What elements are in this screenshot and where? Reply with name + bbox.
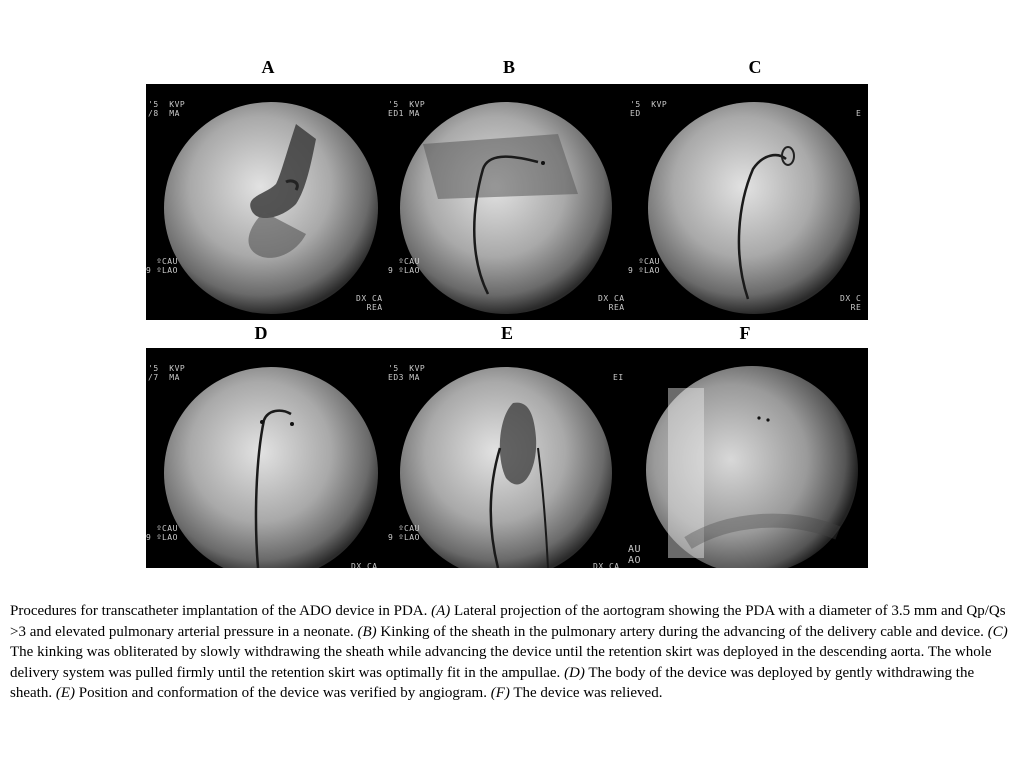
overlay-c-bottom-left: ºCAU 9 ºLAO <box>628 257 660 275</box>
angiogram-panel-e <box>388 348 628 568</box>
caption-tag-b: (B) <box>357 623 377 640</box>
overlay-a-bottom-right: DX CA REA <box>356 294 383 312</box>
panel-label-b: B <box>502 57 515 77</box>
overlay-e-bottom-left: ºCAU 9 ºLAO <box>388 524 420 542</box>
panel-label-c: C <box>748 57 762 77</box>
overlay-b-top-left: '5 KVP ED1 MA <box>388 100 426 118</box>
panel-label-d: D <box>254 323 268 343</box>
figure-caption <box>10 601 1010 704</box>
caption-tag-e: (E) <box>55 685 75 701</box>
angiogram-panel-c <box>628 84 868 320</box>
overlay-d-bottom-left: ºCAU 9 ºLAO <box>146 524 178 542</box>
overlay-c-top-left: '5 KVP ED <box>630 100 668 118</box>
figure-top-row <box>146 84 868 320</box>
caption-text-d: The body of the device was deployed by gently withdrawing the sheath. <box>10 664 975 701</box>
caption-text-a: Lateral projection of the aortogram showing the PDA with a diameter of 3.5 mm and Qp/Qs >3 and elevated pulmonary arterial pressure in a neonate. <box>10 603 1006 640</box>
overlay-d-bottom: DX CA <box>351 562 378 568</box>
caption-text-f: The device was relieved. <box>509 685 663 701</box>
overlay-a-top-left: '5 KVP /8 MA <box>148 100 186 118</box>
overlay-e-top-left: '5 KVP ED3 MA <box>388 364 426 382</box>
panel-label-a: A <box>261 57 275 77</box>
caption-tag-f: (F) <box>490 685 510 701</box>
caption-text-e: Position and conformation of the device was verified by angiogram. <box>74 685 491 701</box>
panel-label-f: F <box>739 323 751 343</box>
overlay-a-bottom-left: ºCAU 9 ºLAO <box>146 257 178 275</box>
overlay-b-bottom-left: ºCAU 9 ºLAO <box>388 257 420 275</box>
angiogram-panel-d <box>146 348 388 568</box>
caption-tag-a: (A) <box>431 603 451 619</box>
caption-text-b: Kinking of the sheath in the pulmonary artery during the advancing of the delivery cable and device. <box>376 623 988 640</box>
overlay-e-bottom: DX CA <box>593 562 620 568</box>
angiogram-panel-f <box>628 348 868 568</box>
angiogram-panel-a <box>146 84 388 320</box>
caption-tag-d: (D) <box>564 664 585 681</box>
overlay-b-bottom-right: DX CA REA <box>598 294 625 312</box>
caption-text-c: The kinking was obliterated by slowly withdrawing the sheath while advancing the device until the retention skirt was deployed in the descending aorta. The whole delivery system was pulled firmly until the retention skirt was optimally fit in the ampullae. <box>10 644 992 681</box>
angiogram-panel-b <box>388 84 628 320</box>
overlay-e-top-right: EI <box>613 373 624 382</box>
overlay-d-top-left: '5 KVP /7 MA <box>148 364 186 382</box>
overlay-c-bottom-right: DX C RE <box>840 294 862 312</box>
figure-bottom-row <box>146 348 868 568</box>
overlay-f-bottom-right: AU AO <box>628 544 642 566</box>
caption-intro: Procedures for transcatheter implantation of the ADO device in PDA. <box>10 603 432 619</box>
caption-tag-c: (C) <box>987 623 1008 640</box>
panel-label-e: E <box>500 323 513 343</box>
overlay-c-top-right: E <box>856 109 862 118</box>
